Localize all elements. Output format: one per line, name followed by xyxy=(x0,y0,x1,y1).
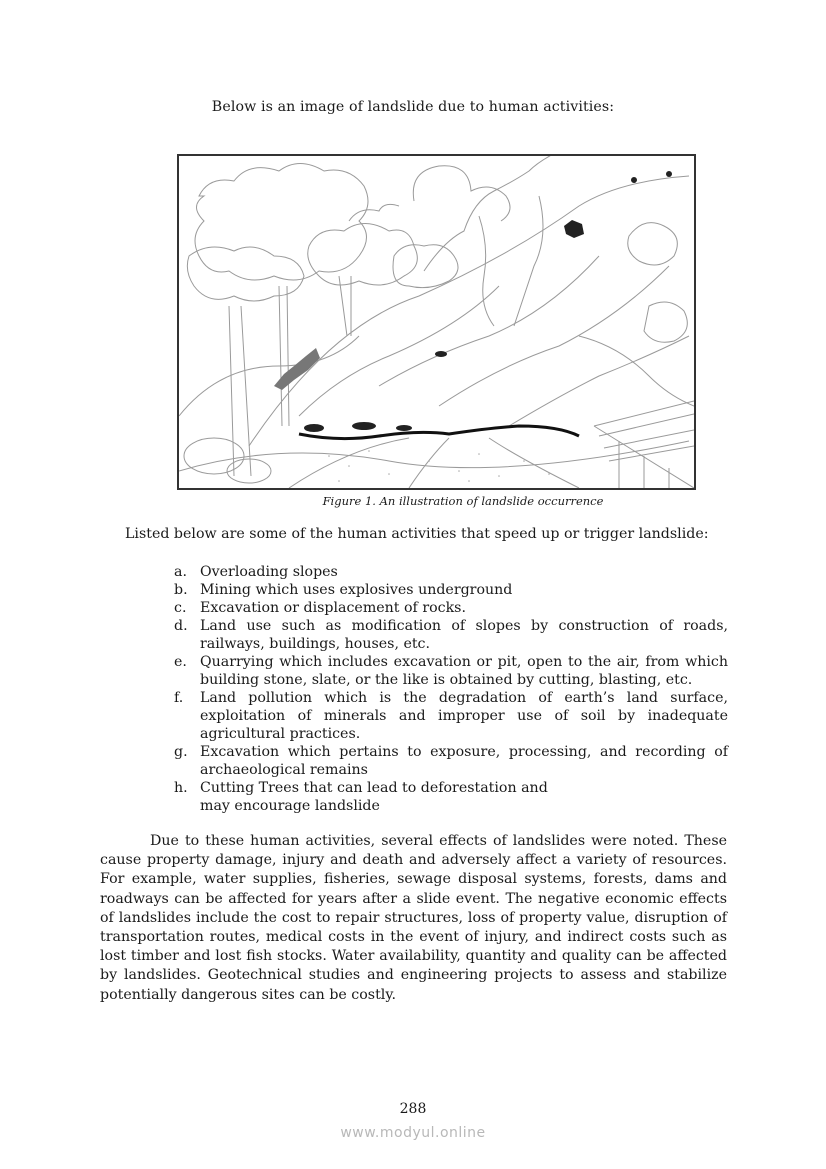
list-item xyxy=(174,653,728,689)
list-item xyxy=(174,581,728,599)
intro-text: Below is an image of landslide due to human activities: xyxy=(211,99,615,115)
list-item-text: Overloading slopes xyxy=(200,564,338,580)
list-item-text: Land use such as modification of slopes by construction of roads, railways, buildings, houses, etc. xyxy=(200,618,728,652)
list-marker: h. xyxy=(174,780,188,796)
landslide-drawing xyxy=(179,156,694,488)
activities-lead-text: Listed below are some of the human activities that speed up or trigger landslide: xyxy=(125,526,709,542)
list-item-text: Land pollution which is the degradation of earth’s land surface, exploitation of minerals and improper use of soil by inadequate agricultural practices. xyxy=(200,690,728,742)
list-item xyxy=(174,599,728,617)
list-item-text: Quarrying which includes excavation or pit, open to the air, from which building stone, slate, or the like is obtained by cutting, blasting, etc. xyxy=(200,654,728,688)
activities-list xyxy=(174,563,728,815)
list-item-text: Cutting Trees that can lead to deforestation and may encourage landslide xyxy=(200,780,548,814)
list-item-text: Excavation which pertains to exposure, processing, and recording of archaeological remains xyxy=(200,744,728,778)
list-marker: g. xyxy=(174,744,188,760)
list-item xyxy=(174,617,728,653)
list-item-text: Excavation or displacement of rocks. xyxy=(200,600,466,616)
watermark: www.modyul.online xyxy=(340,1125,486,1141)
effects-paragraph: Due to these human activities, several effects of landslides were noted. These cause property damage, injury and death and adversely affect a variety of resources. For example, water supplies, fisheries, sewage disposal systems, forests, dams and roadways can be affected for years after a slide event. The negative economic effects of landslides include the cost to repair structures, loss of property value, disruption of transportation routes, medical costs in the event of injury, and indirect costs such as lost timber and lost fish stocks. Water availability, quantity and quality can be affected by landslides. Geotechnical studies and engineering projects to assess and stabilize potentially dangerous sites can be costly. xyxy=(100,833,727,1003)
figure-caption: Figure 1. An illustration of landslide occurrence xyxy=(322,494,604,508)
list-item xyxy=(174,689,728,743)
list-marker: f. xyxy=(174,690,184,706)
landslide-illustration xyxy=(177,154,696,490)
list-item xyxy=(174,779,728,815)
page-number: 288 xyxy=(399,1101,427,1117)
list-marker: c. xyxy=(174,600,187,616)
list-marker: d. xyxy=(174,618,188,634)
list-item-text: Mining which uses explosives underground xyxy=(200,582,513,598)
list-item xyxy=(174,563,728,581)
list-marker: b. xyxy=(174,582,188,598)
list-item xyxy=(174,743,728,779)
list-marker: a. xyxy=(174,564,187,580)
list-marker: e. xyxy=(174,654,187,670)
